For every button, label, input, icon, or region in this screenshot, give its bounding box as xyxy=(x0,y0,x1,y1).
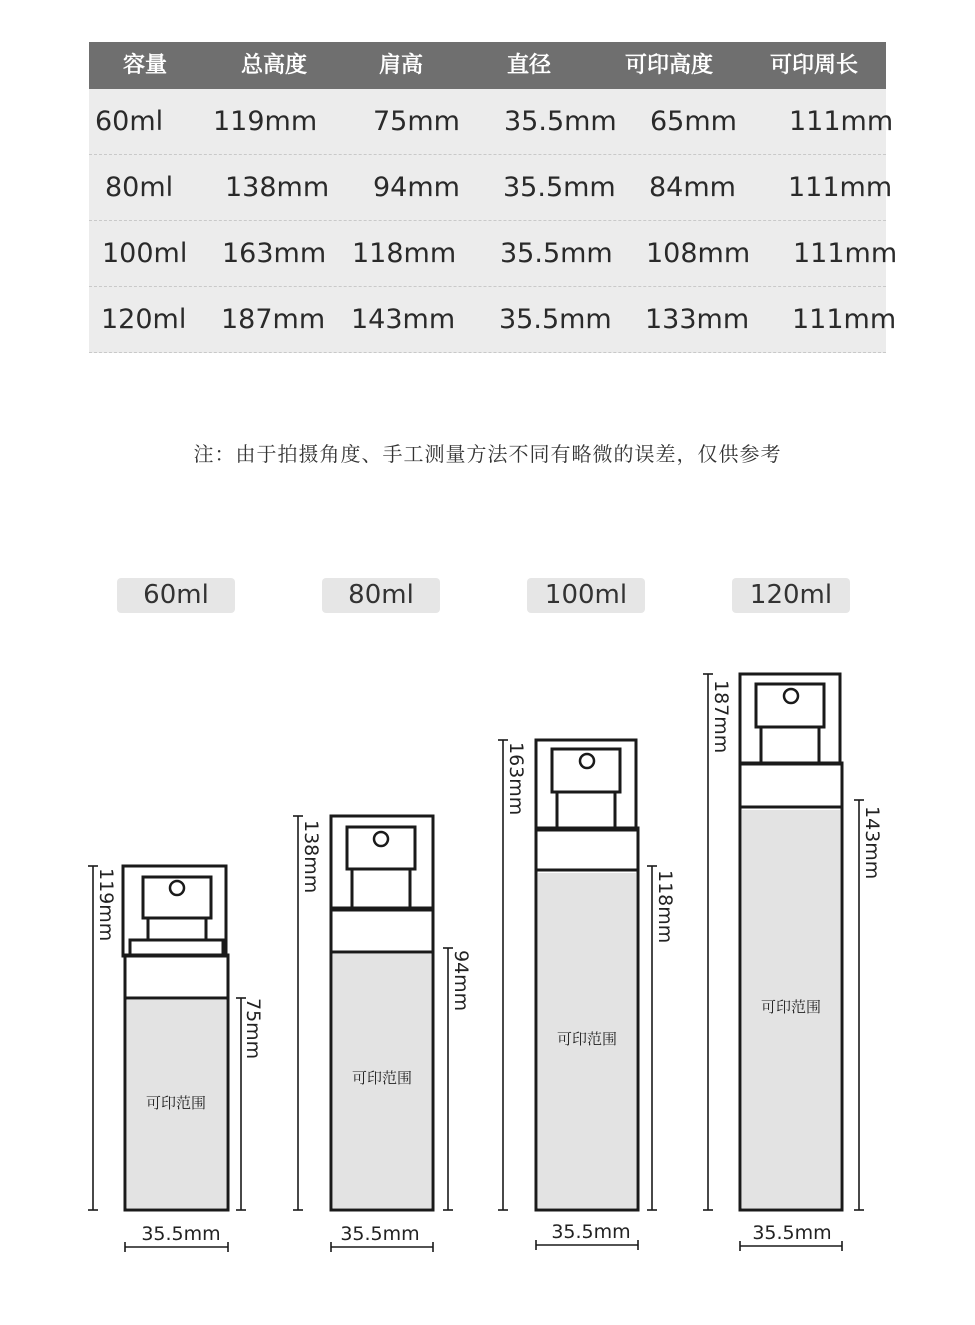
diameter-label: 35.5mm xyxy=(141,1223,221,1245)
cell-total-height: 138mm xyxy=(225,172,330,203)
print-area-label: 可印范围 xyxy=(556,1030,618,1048)
total-height-label: 119mm xyxy=(95,868,117,942)
capacity-tab-100ml: 100ml xyxy=(527,578,645,613)
capacity-tab-60ml: 60ml xyxy=(117,578,235,613)
capacity-tab-120ml: 120ml xyxy=(732,578,850,613)
nozzle-icon xyxy=(374,832,388,846)
cell-shoulder-height: 94mm xyxy=(373,172,460,203)
cell-total-height: 187mm xyxy=(221,304,326,335)
bottle-80ml xyxy=(293,816,472,1252)
cell-diameter: 35.5mm xyxy=(503,172,616,203)
header-print-height: 可印高度 xyxy=(624,53,713,78)
cell-print-height: 84mm xyxy=(649,172,736,203)
measurement-note: 注：由于拍摄角度、手工测量方法不同有略微的误差，仅供参考 xyxy=(193,442,782,466)
pump-neck xyxy=(148,918,206,940)
diameter-label: 35.5mm xyxy=(340,1223,420,1245)
print-area-label: 可印范围 xyxy=(760,998,822,1016)
cell-capacity: 60ml xyxy=(95,106,164,137)
total-height-label: 163mm xyxy=(505,742,527,816)
shoulder-height-label: 143mm xyxy=(861,806,883,880)
diameter-label: 35.5mm xyxy=(551,1221,631,1243)
shoulder-height-label: 94mm xyxy=(450,950,472,1012)
pump-neck xyxy=(761,727,819,763)
cell-diameter: 35.5mm xyxy=(499,304,612,335)
cell-capacity: 120ml xyxy=(101,304,187,335)
nozzle-icon xyxy=(784,689,798,703)
bottle-120ml xyxy=(703,674,883,1251)
nozzle-icon xyxy=(580,754,594,768)
pump-neck xyxy=(352,869,410,908)
cell-total-height: 163mm xyxy=(222,238,327,269)
cap-collar xyxy=(130,940,223,955)
header-print-circumference: 可印周长 xyxy=(769,53,858,78)
cell-print-height: 108mm xyxy=(646,238,751,269)
diameter-label: 35.5mm xyxy=(752,1222,832,1244)
cell-print-height: 133mm xyxy=(645,304,750,335)
header-diameter: 直径 xyxy=(506,53,551,78)
total-height-label: 138mm xyxy=(300,820,322,894)
cell-print-circumference: 111mm xyxy=(793,238,898,269)
header-shoulder-height: 肩高 xyxy=(378,53,423,78)
header-total-height: 总高度 xyxy=(240,53,307,78)
total-height-label: 187mm xyxy=(710,680,732,754)
cell-print-circumference: 111mm xyxy=(789,106,894,137)
print-area-label: 可印范围 xyxy=(145,1094,207,1112)
cell-capacity: 100ml xyxy=(102,238,188,269)
cell-shoulder-height: 118mm xyxy=(352,238,457,269)
cell-total-height: 119mm xyxy=(213,106,318,137)
capacity-tab-80ml: 80ml xyxy=(322,578,440,613)
cell-shoulder-height: 143mm xyxy=(351,304,456,335)
cell-shoulder-height: 75mm xyxy=(373,106,460,137)
pump-neck xyxy=(557,792,615,828)
cell-print-circumference: 111mm xyxy=(788,172,893,203)
nozzle-icon xyxy=(170,881,184,895)
cell-diameter: 35.5mm xyxy=(504,106,617,137)
print-area-label: 可印范围 xyxy=(351,1069,413,1087)
cell-print-height: 65mm xyxy=(650,106,737,137)
header-capacity: 容量 xyxy=(122,53,167,78)
cell-diameter: 35.5mm xyxy=(500,238,613,269)
bottle-60ml xyxy=(88,866,264,1252)
cell-capacity: 80ml xyxy=(105,172,174,203)
bottle-100ml xyxy=(498,740,676,1250)
cell-print-circumference: 111mm xyxy=(792,304,897,335)
shoulder-height-label: 118mm xyxy=(654,870,676,944)
shoulder-height-label: 75mm xyxy=(242,998,264,1060)
